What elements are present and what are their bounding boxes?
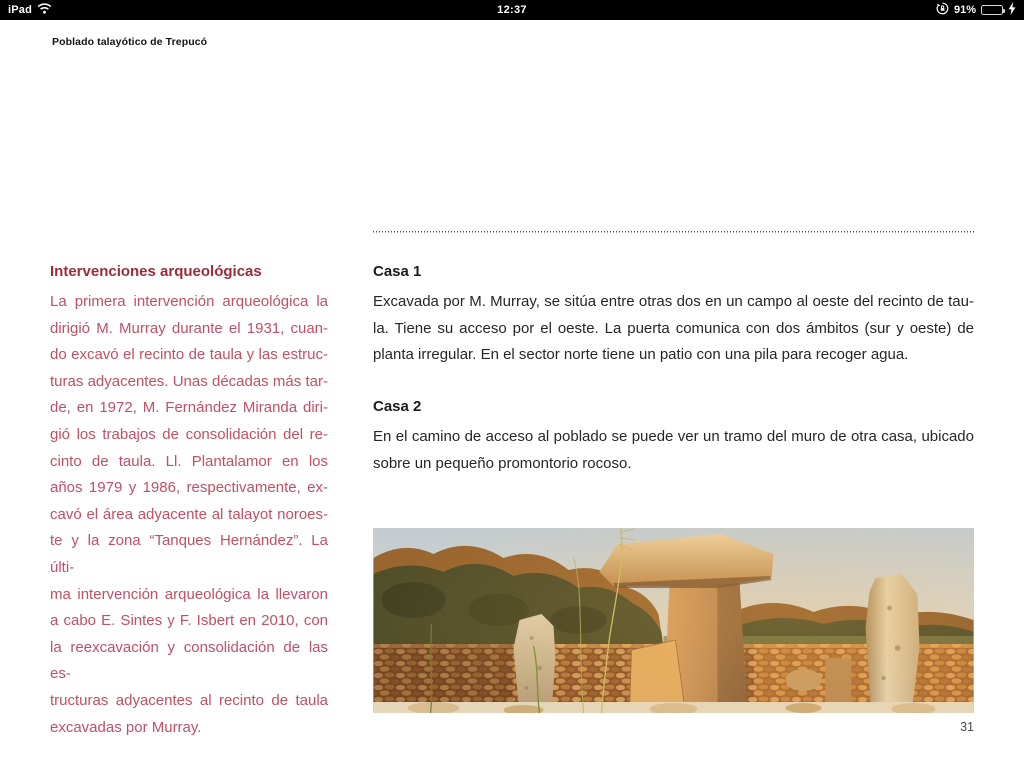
casa-1-paragraph: Excavada por M. Murray, se sitúa entre otras dos en un campo al oeste del recinto de tau- la. Tiene su acceso por el oeste. La puerta comunica con dos ámbitos (sur y oeste) de planta irregular. En el sector norte tiene un patio con una pila para recoger agua. xyxy=(373,293,974,364)
battery-icon xyxy=(981,5,1003,15)
document-header-title: Poblado talayótico de Trepucó xyxy=(52,36,208,48)
clock: 12:37 xyxy=(497,4,527,16)
battery-percent-label: 91% xyxy=(953,4,976,16)
wifi-icon xyxy=(37,3,52,17)
intervenciones-paragraph: La primera intervención arqueológica la dirigió M. Murray durante el 1931, cuan- do excavó el recinto de taula y las estruc- turas adyacentes. Unas décadas más tar- de, en 1972, M. Fernández Miranda diri- gió los trabajos de consolidación del re- cinto de taula. Ll. Plantalamor en los años 1979 y 1986, respectivamente, ex- cavó el área adyacente al talayot noroes- te y la zona “Tanques Hernández”. La últi- ma intervención arqueológica la llevaron a cabo E. Sintes y F. Isbert en 2010, con la reexcavación y consolidación de las es- tructuras adyacentes al recinto de taula excavadas por Murray. xyxy=(50,293,328,736)
page-number: 31 xyxy=(960,720,974,734)
taula-photo-illustration xyxy=(373,528,974,713)
dotted-separator-rule xyxy=(373,231,974,233)
section-heading-intervenciones: Intervenciones arqueológicas xyxy=(50,263,262,280)
casa-2-section xyxy=(373,396,974,477)
charging-bolt-icon xyxy=(1008,2,1016,18)
ios-status-bar xyxy=(0,0,1024,20)
casa-1-section xyxy=(373,261,974,369)
casa-2-paragraph: En el camino de acceso al poblado se puede ver un tramo del muro de otra casa, ubicado sobre un pequeño promontorio rocoso. xyxy=(373,428,974,472)
casa-1-heading: Casa 1 xyxy=(373,263,422,280)
rotation-lock-icon xyxy=(936,2,949,18)
taula-sunset-photo[interactable] xyxy=(373,528,974,713)
left-column xyxy=(50,261,328,741)
device-label: iPad xyxy=(8,4,33,16)
casa-2-heading: Casa 2 xyxy=(373,398,422,415)
